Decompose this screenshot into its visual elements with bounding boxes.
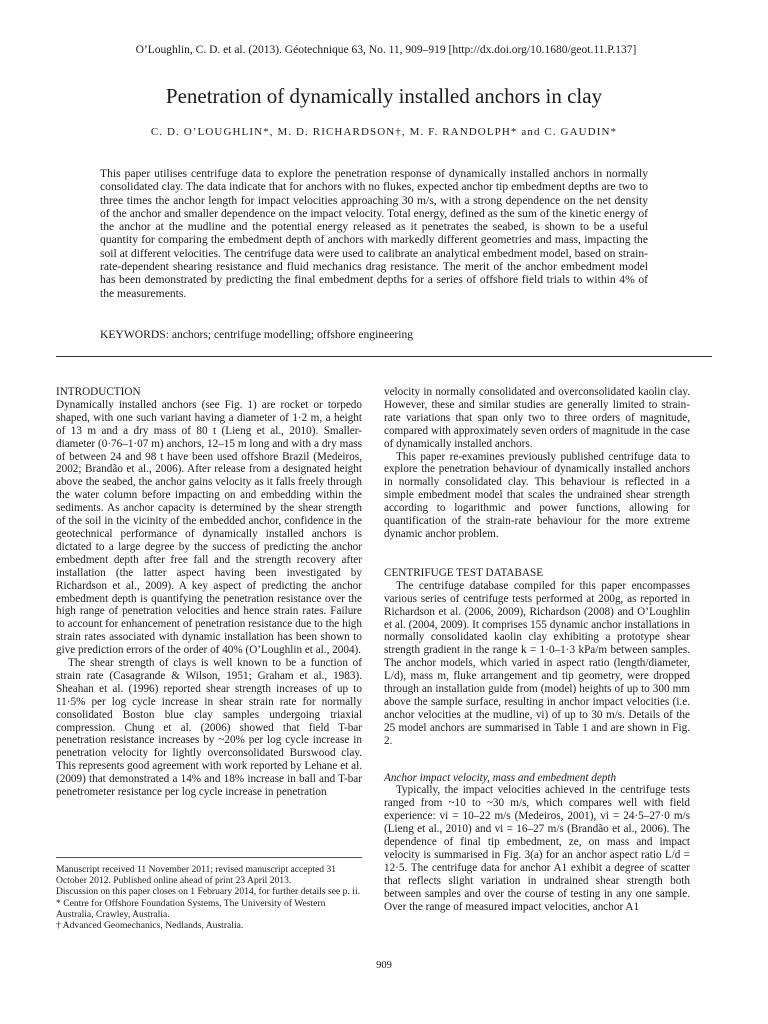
abstract: This paper utilises centrifuge data to explore the penetration response of dynamically installed anchors in normally consolidated clay. The data indicate that for anchors with no flukes, expected anchor tip embedment depths are two to three times the anchor length for impact velocities approaching 30 m/s, with a strong dependence on the net density of the anchor and smaller dependence on the impact velocity. Total energy, defined as the sum of the kinetic energy of the anchor at the mudline and the potential energy released as it penetrates the seabed, is shown to be a useful quantity for comparing the embedment depth of anchors with markedly different geometries and mass, impacting the soil at different velocities. The centrifuge data were used to calibrate an analytical embedment model, based on strain-rate-dependent shearing resistance and fluid mechanics drag resistance. The merit of the anchor embedment model has been demonstrated by predicting the final embedment depths for a series of offshore field trials to within 4% of the measurements.	[100, 167, 648, 300]
introduction-paragraph-1: Dynamically installed anchors (see Fig. 1) are rocket or torpedo shaped, with one such variant having a diameter of 1·2 m, a height of 13 m and a dry mass of 80 t (Lieng et al., 2010). Smaller-diameter (0·76–1·07 m) anchors, 12–15 m long and with a dry mass of between 24 and 98 t have been used offshore Brazil (Medeiros, 2002; Brandão et al., 2006). After release from a designated height above the seabed, the anchor gains velocity as it falls freely through the water column before impacting on and embedding within the sediments. As anchor capacity is determined by the shear strength of the soil in the vicinity of the embedded anchor, confidence in the geotechnical performance of dynamically installed anchors is dictated to a large degree by the success of predicting the anchor embedment depth after free fall and the strength recovery after installation (the latter aspect having been investigated by Richardson et al., 2009). A key aspect of predicting the anchor embedment depth is quantifying the penetration resistance over the high range of penetration velocities and hence strain rates. Failure to account for enhancement of penetration resistance due to the high strain rates associated with dynamic installation has been shown to give prediction errors of the order of 40% (O’Loughlin et al., 2004).	[56, 398, 362, 657]
velocity-subheading: Anchor impact velocity, mass and embedment depth	[384, 771, 617, 784]
database-paragraph: The centrifuge database compiled for this paper encompasses various series of centrifuge tests performed at 200g, as reported in Richardson et al. (2006, 2009), Richardson (2008) and O’Loughlin et al. (2004, 2009). It comprises 155 dynamic anchor installations in normally consolidated kaolin clay exhibiting a prototype shear strength gradient in the range k = 1·0–1·3 kPa/m between samples. The anchor models, which varied in aspect ratio (length/diameter, L/d), mass m, fluke arrangement and tip geometry, were dropped through an installation guide from (model) heights of up to 300 mm above the sample surface, resulting in anchor impact velocities (i.e. anchor velocities at the mudline, vi) of up to 30 m/s. Details of the 25 model anchors are summarised in Table 1 and are shown in Fig. 2.	[384, 579, 690, 747]
keywords: KEYWORDS: anchors; centrifuge modelling; offshore engineering	[100, 328, 414, 341]
introduction-paragraph-2: The shear strength of clays is well known to be a function of strain rate (Casagrande & Wilson, 1951; Graham et al., 1983). Sheahan et al. (1996) reported shear strength increases of up to 11·5% per log cycle increase in shear strain rate for normally consolidated Boston blue clay samples undergoing triaxial compression. Chung et al. (2006) showed that field T-bar penetration resistance increases by ~20% per log cycle increase in penetration velocity for lightly overconsolidated Burswood clay. This represents good agreement with work reported by Lehane et al. (2009) that demonstrated a 14% and 18% increase in ball and T-bar penetrometer resistance per log cycle increase in penetration	[56, 657, 362, 799]
discussion-note: Discussion on this paper closes on 1 February 2014, for further details see p. ii.	[56, 886, 361, 898]
affiliation-2: † Advanced Geomechanics, Nedlands, Australia.	[56, 920, 244, 932]
manuscript-dates: Manuscript received 11 November 2011; revised manuscript accepted 31 October 2012. Published online ahead of print 23 April 2013.	[56, 864, 337, 887]
right-column	[384, 386, 690, 914]
affiliation-1: * Centre for Offshore Foundation Systems, The University of Western Australia, Crawley, Australia.	[56, 897, 326, 920]
section-divider	[56, 356, 712, 357]
citation-header: O’Loughlin, C. D. et al. (2013). Géotechnique 63, No. 11, 909–919 [http://dx.doi.org/10.1680/geot.11.P.137]	[135, 44, 637, 56]
velocity-paragraph: Typically, the impact velocities achieved in the centrifuge tests ranged from ~10 to ~30 m/s, which compares well with field experience: vi = 10–22 m/s (Medeiros, 2001), vi = 24·5–27·0 m/s (Lieng et al., 2010) and vi = 16–27 m/s (Brandão et al., 2006). The dependence of final tip embedment, ze, on mass and impact velocity is summarised in Fig. 3(a) for an anchor aspect ratio L/d = 12·5. The centrifuge data for anchor A1 exhibit a degree of scatter that reflects slight variation in undrained shear strength both between samples and over the course of testing in any one sample. Over the range of measured impact velocities, anchor A1	[384, 784, 690, 913]
database-heading: CENTRIFUGE TEST DATABASE	[384, 566, 544, 579]
left-column	[56, 386, 362, 799]
introduction-heading: INTRODUCTION	[56, 386, 141, 398]
footnote-divider	[56, 857, 362, 858]
author-list: C. D. O’LOUGHLIN*, M. D. RICHARDSON†, M. F. RANDOLPH* and C. GAUDIN*	[150, 126, 618, 138]
paper-title: Penetration of dynamically installed anchors in clay	[165, 84, 603, 108]
introduction-continuation: velocity in normally consolidated and overconsolidated kaolin clay. However, these and similar studies are generally limited to strain-rate variations that span only two to three orders of magnitude, compared with approximately seven orders of magnitude in the case of dynamically installed anchors.	[384, 386, 690, 450]
page-number: 909	[376, 960, 392, 971]
introduction-paragraph-3: This paper re-examines previously published centrifuge data to explore the penetration behaviour of dynamically installed anchors in normally consolidated clay. This behaviour is reflected in a simple embedment model that scales the undrained shear strength according to logarithmic and power functions, allowing for quantification of the strain-rate behaviour for the more extreme dynamic anchor problem.	[384, 450, 690, 540]
footnotes	[56, 864, 362, 931]
